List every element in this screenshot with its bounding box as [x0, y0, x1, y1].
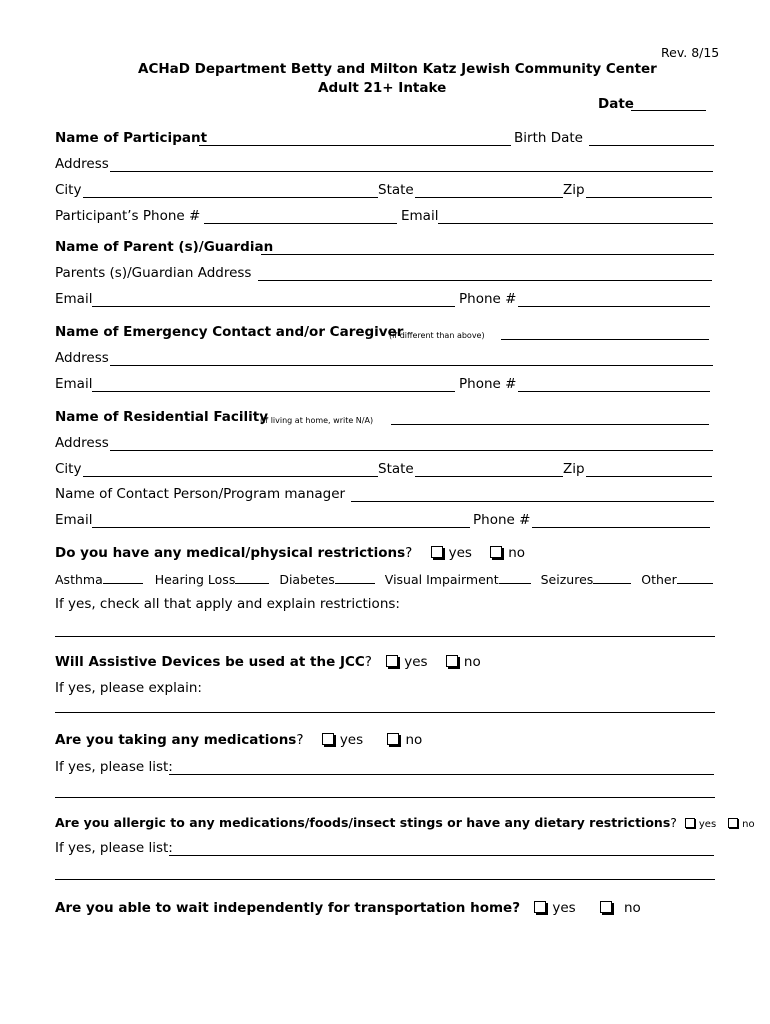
medications-list-line-2[interactable]: [55, 797, 715, 798]
assistive-yes-label: yes: [404, 654, 428, 670]
medications-yes-label: yes: [339, 732, 364, 748]
condition-hearing: Hearing Loss: [154, 572, 236, 587]
assistive-question: [55, 654, 481, 670]
facility-state-field[interactable]: [415, 476, 563, 477]
guardian-email-field[interactable]: [92, 306, 455, 307]
facility-contact-label: Name of Contact Person/Program manager: [55, 486, 346, 502]
guardian-address-label: Parents (s)/Guardian Address: [55, 265, 252, 281]
medical-followup: If yes, check all that apply and explain restrictions:: [55, 596, 400, 612]
allergies-list-line-2[interactable]: [55, 879, 715, 880]
medications-question-mark: ?: [296, 732, 304, 748]
condition-other: Other: [641, 572, 677, 587]
condition-diabetes-field[interactable]: [335, 571, 375, 584]
transport-no-label: no: [623, 900, 641, 916]
condition-hearing-field[interactable]: [235, 571, 269, 584]
medications-question: [55, 732, 422, 748]
medical-yes-label: yes: [448, 545, 472, 561]
form-title: ACHaD Department Betty and Milton Katz Jewish Community Center: [138, 61, 657, 77]
allergies-yes-checkbox[interactable]: [685, 818, 695, 828]
participant-state-field[interactable]: [415, 197, 563, 198]
assistive-followup: If yes, please explain:: [55, 680, 202, 696]
facility-zip-field[interactable]: [586, 476, 712, 477]
condition-diabetes: Diabetes: [279, 572, 335, 587]
condition-other-field[interactable]: [677, 571, 713, 584]
participant-phone-field[interactable]: [204, 223, 397, 224]
participant-zip-field[interactable]: [586, 197, 712, 198]
assistive-no-label: no: [463, 654, 481, 670]
medications-no-checkbox[interactable]: [387, 733, 399, 745]
transport-yes-checkbox[interactable]: [534, 901, 546, 913]
assistive-no-checkbox[interactable]: [446, 655, 458, 667]
transport-no-option[interactable]: [600, 900, 641, 916]
participant-name-field[interactable]: [199, 145, 511, 146]
medical-no-label: no: [508, 545, 526, 561]
transport-question: [55, 900, 641, 916]
participant-city-field[interactable]: [83, 197, 378, 198]
condition-visual-field[interactable]: [499, 571, 531, 584]
guardian-name-field[interactable]: [261, 254, 714, 255]
participant-city-label: City: [55, 182, 82, 198]
allergies-followup: If yes, please list:: [55, 840, 173, 856]
medications-no-label: no: [405, 732, 423, 748]
assistive-question-mark: ?: [364, 654, 372, 670]
allergies-question: [55, 815, 755, 833]
facility-city-label: City: [55, 461, 82, 477]
transport-yes-option[interactable]: [534, 900, 575, 916]
facility-email-label: Email: [55, 512, 93, 528]
guardian-address-field[interactable]: [258, 280, 712, 281]
emergency-phone-field[interactable]: [518, 391, 710, 392]
facility-state-label: State: [378, 461, 414, 477]
guardian-phone-field[interactable]: [518, 306, 710, 307]
transport-question-text: Are you able to wait independently for transportation home?: [55, 900, 521, 916]
facility-name-field[interactable]: [391, 424, 709, 425]
participant-zip-label: Zip: [563, 182, 585, 198]
facility-email-field[interactable]: [92, 527, 470, 528]
revision: Rev. 8/15: [661, 45, 720, 60]
transport-no-checkbox[interactable]: [600, 901, 612, 913]
facility-phone-label: Phone #: [473, 512, 531, 528]
facility-address-field[interactable]: [110, 450, 713, 451]
assistive-yes-checkbox[interactable]: [386, 655, 398, 667]
facility-note: (if living at home, write N/A): [260, 416, 374, 425]
medications-yes-option[interactable]: [322, 732, 363, 748]
date-label: Date: [598, 96, 634, 112]
medical-yes-option[interactable]: [431, 545, 472, 561]
medications-list-field[interactable]: [169, 774, 714, 775]
guardian-phone-label: Phone #: [459, 291, 517, 307]
assistive-no-option[interactable]: [446, 654, 481, 670]
date-field[interactable]: [631, 110, 706, 111]
allergies-no-label: no: [742, 819, 755, 830]
facility-name-label: Name of Residential Facility: [55, 409, 269, 425]
medical-question-text: Do you have any medical/physical restrictions: [55, 545, 406, 561]
medications-question-text: Are you taking any medications: [55, 732, 297, 748]
guardian-name-label: Name of Parent (s)/Guardian: [55, 239, 274, 255]
medical-yes-checkbox[interactable]: [431, 546, 443, 558]
birth-date-field[interactable]: [589, 145, 714, 146]
allergies-yes-option[interactable]: [685, 817, 716, 833]
participant-email-field[interactable]: [438, 223, 713, 224]
condition-asthma: Asthma: [55, 572, 103, 587]
medical-explain-line[interactable]: [55, 636, 715, 637]
facility-address-label: Address: [55, 435, 109, 451]
medical-question-mark: ?: [405, 545, 413, 561]
emergency-address-field[interactable]: [110, 365, 713, 366]
assistive-yes-option[interactable]: [386, 654, 427, 670]
medical-question: [55, 545, 525, 561]
participant-name-label: Name of Participant: [55, 130, 208, 146]
medical-no-option[interactable]: [490, 545, 525, 561]
medications-yes-checkbox[interactable]: [322, 733, 334, 745]
allergies-no-option[interactable]: [728, 817, 754, 833]
condition-seizures: Seizures: [540, 572, 594, 587]
allergies-yes-label: yes: [698, 819, 717, 830]
medications-no-option[interactable]: [387, 732, 422, 748]
participant-address-label: Address: [55, 156, 109, 172]
facility-city-field[interactable]: [83, 476, 378, 477]
condition-asthma-field[interactable]: [103, 571, 143, 584]
transport-yes-label: yes: [552, 900, 576, 916]
participant-address-field[interactable]: [110, 171, 713, 172]
emergency-note: (if different than above): [389, 331, 485, 340]
condition-visual: Visual Impairment: [384, 572, 499, 587]
facility-zip-label: Zip: [563, 461, 585, 477]
emergency-name-field[interactable]: [501, 339, 709, 340]
emergency-email-field[interactable]: [92, 391, 455, 392]
medical-no-checkbox[interactable]: [490, 546, 502, 558]
participant-phone-label: Participant’s Phone #: [55, 208, 201, 224]
allergies-question-mark: ?: [670, 815, 677, 830]
emergency-name-label: Name of Emergency Contact and/or Caregiver: [55, 324, 404, 340]
allergies-no-checkbox[interactable]: [728, 818, 738, 828]
form-subtitle: Adult 21+ Intake: [318, 80, 447, 96]
emergency-address-label: Address: [55, 350, 109, 366]
facility-contact-field[interactable]: [351, 501, 714, 502]
emergency-email-label: Email: [55, 376, 93, 392]
guardian-email-label: Email: [55, 291, 93, 307]
participant-email-label: Email: [401, 208, 439, 224]
condition-seizures-field[interactable]: [593, 571, 631, 584]
birth-date-label: Birth Date: [514, 130, 583, 146]
emergency-phone-label: Phone #: [459, 376, 517, 392]
assistive-explain-line[interactable]: [55, 712, 715, 713]
assistive-question-text: Will Assistive Devices be used at the JCC: [55, 654, 365, 670]
allergies-question-text: Are you allergic to any medications/foods/insect stings or have any dietary restrictions: [55, 815, 671, 830]
medications-followup: If yes, please list:: [55, 759, 173, 775]
participant-state-label: State: [378, 182, 414, 198]
allergies-list-field[interactable]: [169, 855, 714, 856]
facility-phone-field[interactable]: [532, 527, 710, 528]
medical-conditions: [55, 571, 713, 588]
